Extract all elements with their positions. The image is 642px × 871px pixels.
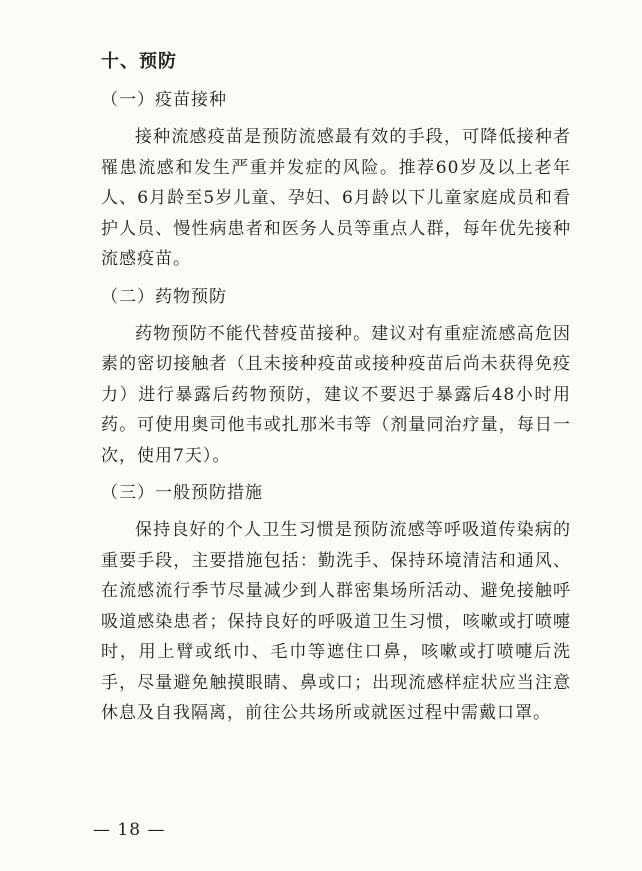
- paragraph-general-measures: 保持良好的个人卫生习惯是预防流感等呼吸道传染病的重要手段，主要措施包括：勤洗手、保持环境清洁和通风、在流感流行季节尽量减少到人群密集场所活动、避免接触呼吸道感染患者；保持良好的呼吸道卫生习惯，咳嗽或打喷嚏时，用上臂或纸巾、毛巾等遮住口鼻，咳嗽或打喷嚏后洗手，尽量避免触摸眼睛、鼻或口；出现流感样症状应当注意休息及自我隔离，前往公共场所或就医过程中需戴口罩。: [101, 520, 571, 723]
- document-body: [101, 48, 571, 737]
- subsection-heading-vaccination: （一）疫苗接种: [101, 90, 227, 110]
- paragraph-vaccination: 接种流感疫苗是预防流感最有效的手段，可降低接种者罹患流感和发生严重并发症的风险。推荐60岁及以上老年人、6月龄至5岁儿童、孕妇、6月龄以下儿童家庭成员和看护人员、慢性病患者和医务人员等重点人群，每年优先接种流感疫苗。: [101, 127, 571, 269]
- subsection-heading-drug-prevention: （二）药物预防: [101, 286, 227, 307]
- paragraph-drug-prevention: 药物预防不能代替疫苗接种。建议对有重症流感高危因素的密切接触者（且未接种疫苗或接种疫苗后尚未获得免疫力）进行暴露后药物预防，建议不要迟于暴露后48小时用药。可使用奥司他韦或扎那米韦等（剂量同治疗量，每日一次，使用7天）。: [101, 323, 571, 466]
- page-number: — 18 —: [93, 820, 166, 840]
- section-title: 十、预防: [101, 51, 177, 72]
- subsection-heading-general-measures: （三）一般预防措施: [101, 483, 263, 503]
